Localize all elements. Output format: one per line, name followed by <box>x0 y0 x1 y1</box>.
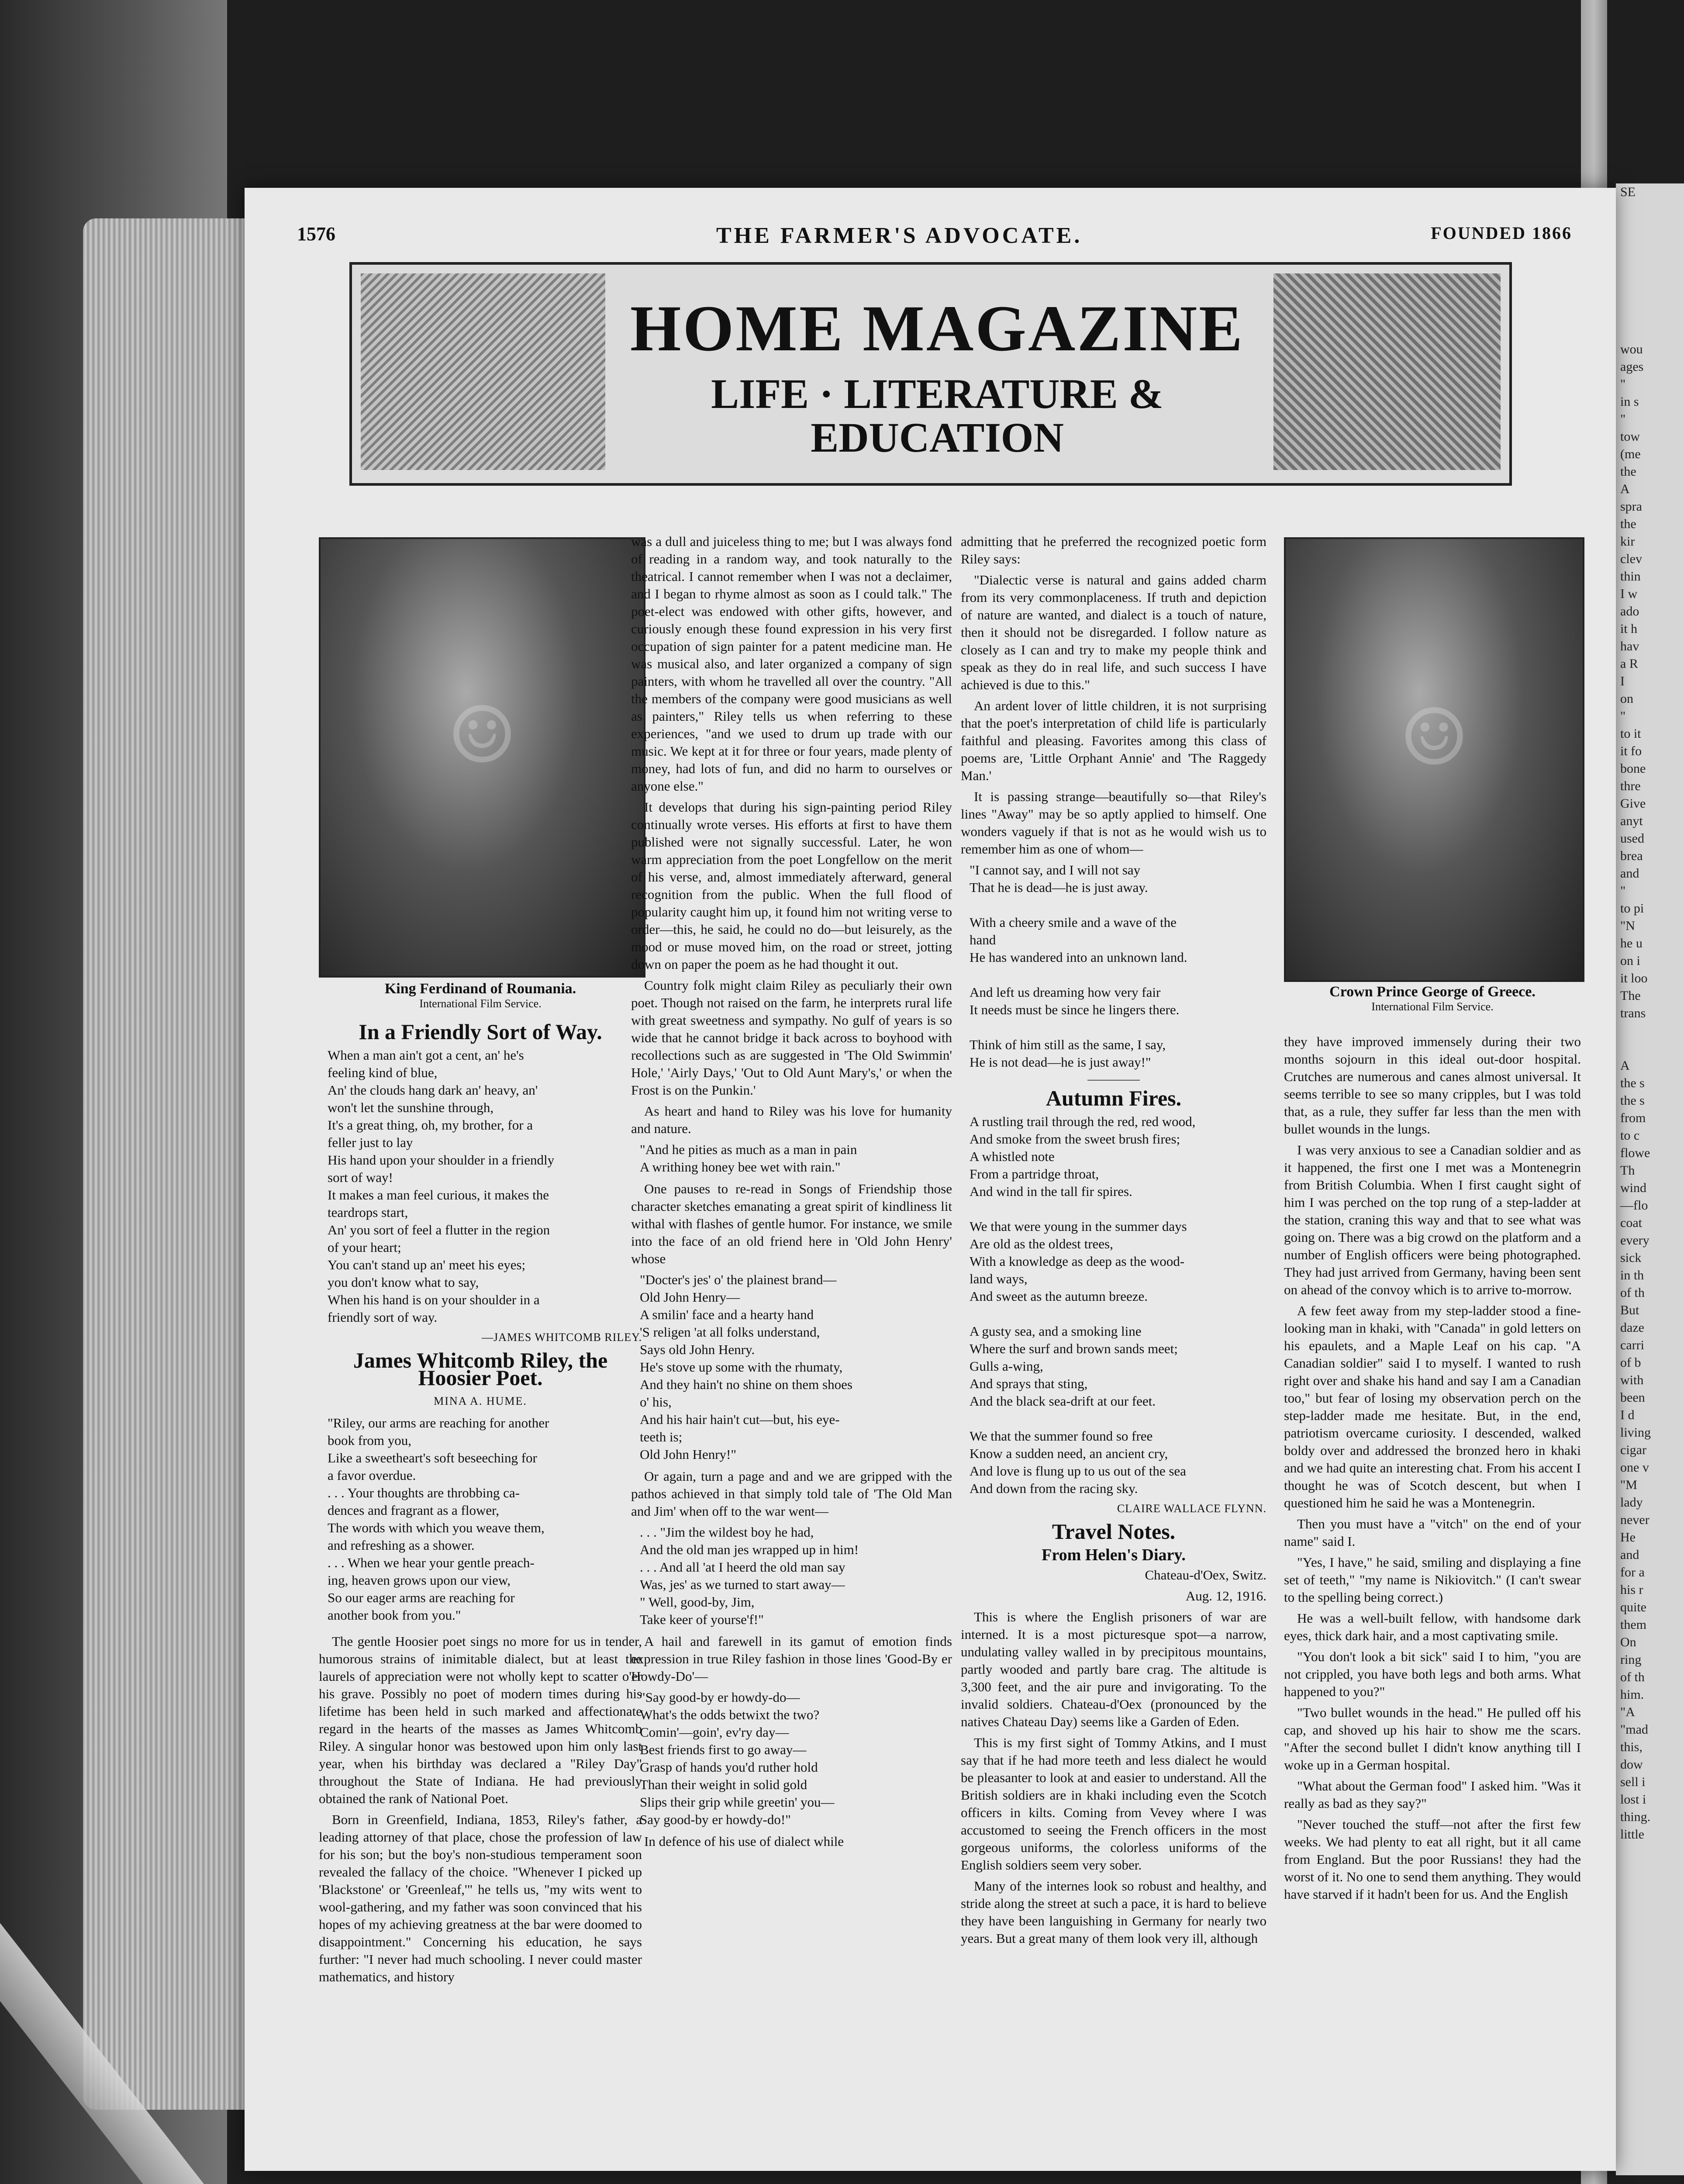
banner-title: HOME MAGAZINE <box>630 292 1245 365</box>
column-2 <box>631 533 952 1854</box>
paragraph: This is my first sight of Tommy Atkins, and I must say that if he had more teeth and less dialect he would be pleasanter to look at and easier to understand. All the British soldiers are in khaki including even the Scotch officers in kilts. Coming from Vevey where I was accustomed to seeing the French officers in the most gorgeous uniforms, the colorless uniforms of the English soldiers seem very sober. <box>961 1735 1266 1873</box>
caption-credit: International Film Service. <box>419 997 542 1010</box>
divider <box>1087 1080 1140 1081</box>
page-number: 1576 <box>297 223 335 245</box>
photo-crown-prince-george <box>1284 537 1584 982</box>
paragraph: they have improved immensely during their two months sojourn in this ideal out-door hospital. Crutches are numerous and canes almost universal. It seems terrible to see so many cripples, but I was told that, as a rule, they suffer far less than the men with bullet wounds in the lungs. <box>1284 1034 1581 1137</box>
caption-title: Crown Prince George of Greece. <box>1329 984 1536 1000</box>
poem-signature: —JAMES WHITCOMB RILEY. <box>481 1331 642 1344</box>
quoted-verse: "Say good-by er howdy-do— What's the odds betwixt the two? Comin'—goin', ev'ry day— Best friends first to go away— Grasp of hands you'd ruther hold Than their weight in solid gold Slips their grip while greetin' you— Say good-by er howdy-do!" <box>640 1690 835 1827</box>
facing-page <box>1616 183 1684 2175</box>
paragraph: It is passing strange—beautifully so—that Riley's lines "Away" may be so aptly applied to himself. One wonders vaguely if that is not as he would wish us to remember him as one of whom— <box>961 789 1266 857</box>
paragraph: "You don't look a bit sick" said I to him, "you are not crippled, you have both legs and both arms. What happened to you?" <box>1284 1649 1581 1699</box>
poem-signature: CLAIRE WALLACE FLYNN. <box>1117 1502 1266 1515</box>
article-verse: "Riley, our arms are reaching for another book from you, Like a sweetheart's soft beseeching for a favor overdue. . . . Your thoughts are throbbing ca- dences and fragrant as a flower, The words with which you weave them, and refreshing as a shower. . . . When we hear your gentle preach- ing, heaven grows upon our view, So our eager arms are reaching for another book from you." <box>328 1415 549 1623</box>
banner-subtitle-1: LIFE · LITERATURE & <box>711 370 1163 417</box>
paragraph: was a dull and juiceless thing to me; but I was always fond of reading in a random way, and took naturally to the theatrical. I cannot remember when I was not a declaimer, and I began to rhyme almost as soon as I could talk." The poet-elect was endowed with other gifts, however, and curiously enough these found expression in his very first occupation of sign painter for a patent medicine man. He was musical also, and later organized a company of sign painters, with whom he travelled all over the country. "All the members of the company were good musicians as well as painters," Riley tells us when referring to these experiences, "and we used to drum up trade with our music. We kept at it for three or four years, made plenty of money, had lots of fun, and did no harm to ourselves or anyone else." <box>631 534 952 794</box>
paragraph: Born in Greenfield, Indiana, 1853, Riley's father, a leading attorney of that place, chose the profession of law for his son; but the boy's non-studious temperament soon revealed the fallacy of the choice. "Whenever I picked up 'Blackstone' or 'Greenleaf,'" he tells us, "my wits went to wool-gathering, and my father was soon convinced that his hopes of my achieving greatness at the bar were doomed to disappointment." Concerning his education, he says further: "I never had much schooling. I never could master mathematics, and history <box>319 1812 642 1984</box>
paragraph: He was a well-built fellow, with handsome dark eyes, thick dark hair, and a most captivating smile. <box>1284 1610 1581 1643</box>
home-magazine-banner <box>349 262 1512 486</box>
caption-title: King Ferdinand of Roumania. <box>384 981 576 997</box>
column-3 <box>961 533 1266 1951</box>
paragraph: "Dialectic verse is natural and gains added charm from its very commonplaceness. If truth and depiction of nature are wanted, and dialect is a touch of nature, then it should not be disregarded. I follow nature as closely as I can and try to make my people think and speak as they do in real life, and such success I have achieved is due to this." <box>961 572 1266 692</box>
section-subtitle: From Helen's Diary. <box>1042 1546 1186 1564</box>
book-page-edges <box>83 218 249 2110</box>
paragraph: An ardent lover of little children, it is not surprising that the poet's interpretation of child life is particularly faithful and pleasing. Favorites among this class of poems are, 'Little Orphant Annie' and 'The Raggedy Man.' <box>961 698 1266 783</box>
dateline-place: Chateau-d'Oex, Switz. <box>1145 1567 1266 1583</box>
paragraph: Or again, turn a page and and we are gripped with the pathos achieved in that simply told tale of 'The Old Man and Jim' when off to the war went— <box>631 1469 952 1519</box>
article-byline: MINA A. HUME. <box>434 1395 527 1407</box>
paragraph: In defence of his use of dialect while <box>644 1834 844 1849</box>
quoted-verse: "I cannot say, and I will not say That he is dead—he is just away. With a cheery smile and a wave of the hand He has wandered into an unknown land. And left us dreaming how very fair It needs must be since he lingers there. Think of him still as the same, I say, He is not dead—he is just away!" <box>970 862 1187 1070</box>
column-4 <box>1284 1033 1581 1907</box>
paragraph: "Yes, I have," he said, smiling and displaying a fine set of teeth," "my name is Nikiovitch." (I can't swear to the spelling being correct.) <box>1284 1555 1581 1605</box>
running-header <box>297 223 1572 253</box>
poem-title: In a Friendly Sort of Way. <box>359 1019 602 1044</box>
paragraph: As heart and hand to Riley was his love for humanity and nature. <box>631 1103 952 1136</box>
paragraph: Then you must have a "vitch" on the end of your name" said I. <box>1284 1516 1581 1549</box>
house-illustration <box>361 273 605 470</box>
dateline-date: Aug. 12, 1916. <box>1185 1588 1266 1603</box>
masthead-title: THE FARMER'S ADVOCATE. <box>716 223 1083 248</box>
paragraph: Many of the internes look so robust and healthy, and stride along the street at such a pace, it is hard to believe they have been languishing in Germany for nearly two years. But a great many of them look very ill, although <box>961 1878 1266 1946</box>
quoted-verse: . . . "Jim the wildest boy he had, And the old man jes wrapped up in him! . . . And all 'at I heerd the old man say Was, jes' as we turned to start away— " Well, good-by, Jim, Take keer of yourse'f!" <box>640 1524 859 1627</box>
paragraph: admitting that he preferred the recognized poetic form Riley says: <box>961 534 1266 567</box>
poem-text: When a man ain't got a cent, an' he's feeling kind of blue, An' the clouds hang dark an' heavy, an' won't let the sunshine through, It's a great thing, oh, my brother, for a feller just to lay His hand upon your shoulder in a friendly sort of way! It makes a man feel curious, it makes the teardrops start, An' you sort of feel a flutter in the region of your heart; You can't stand up an' meet his eyes; you don't know what to say, When his hand is on your shoulder in a friendly sort of way. <box>328 1047 555 1325</box>
photo-king-ferdinand <box>319 537 645 978</box>
poem-text: A rustling trail through the red, red wood, And smoke from the sweet brush fires; A whistled note From a partridge throat, And wind in the tall fir spires. We that were young in the summer days Are old as the oldest trees, With a knowledge as deep as the wood- land ways, And sweet as the autumn breeze. A gusty sea, and a smoking line Where the surf and brown sands meet; Gulls a-wing, And sprays that sting, And the black sea-drift at our feet. We that the summer found so free Know a sudden need, an ancient cry, And love is flung up to us out of the sea And down from the racing sky. <box>970 1114 1196 1496</box>
quoted-verse: "Docter's jes' o' the plainest brand— Old John Henry— A smilin' face and a hearty hand 'S religen 'at all folks understand, Says old John Henry. He's stove up some with the rhumaty, And they hain't no shine on them shoes o' his, And his hair hain't cut—but, his eye- teeth is; Old John Henry!" <box>640 1272 852 1462</box>
poem-title: Autumn Fires. <box>1046 1086 1182 1110</box>
paragraph: It develops that during his sign-painting period Riley continually wrote verses. His efforts at first to have them published were not signally successful. Later, he won warm appreciation from the poet Longfellow on the merit of his verse, and, almost immediately afterward, general recognition from the public. When the full flood of popularity caught him up, it found him not writing verse to order—this, he said, he could no do—but leisurely, as the mood or muse moved him, on the road or street, jotting down on paper the poem as he had thought it out. <box>631 799 952 972</box>
portrait-icon: ☺ <box>447 690 518 781</box>
paragraph: The gentle Hoosier poet sings no more for us in tender, humorous strains of inimitable dialect, but at least the laurels of appreciation were not wholly kept to scatter o'er his grave. Possibly no poet of modern times during his lifetime has been held in such marked and affectionate regard in the hearts of the masses as James Whitcomb Riley. A singular honor was bestowed upon him only last year, when his birthday was declared a "Riley Day" throughout the State of Indiana. He had previously obtained the rank of National Poet. <box>319 1634 642 1806</box>
column-1 <box>319 1018 642 1989</box>
paragraph: "Never touched the stuff—not after the first few weeks. We had plenty to eat all right, but it all came from England. But the poor Russians! they had the worst of it. No one to send them anything. They would have starved if it hadn't been for us. And the English <box>1284 1817 1581 1902</box>
photo-caption-left <box>319 981 642 1010</box>
paragraph: "What about the German food" I asked him. "Was it really as bad as they say?" <box>1284 1778 1581 1811</box>
founded-label: FOUNDED 1866 <box>1431 223 1572 243</box>
paragraph: One pauses to re-read in Songs of Friendship those character sketches emanating a great spirit of kindliness lit withal with flashes of gentle humor. For instance, we smile into the face of an old friend here in 'Old John Henry' whose <box>631 1181 952 1266</box>
photo-caption-right <box>1284 984 1581 1013</box>
fireplace-illustration <box>1273 273 1501 470</box>
quoted-verse: "And he pities as much as a man in pain A writhing honey bee wet with rain." <box>640 1142 857 1175</box>
paragraph: A few feet away from my step-ladder stood a fine-looking man in khaki, with "Canada" in gold letters on his epaulets, and a Maple Leaf on his cap. "A Canadian soldier" said I to myself. I wanted to rush right over and shake his hand and say I am a Canadian too," but fear of losing my observation perch on the step-ladder made me hesitate. But, in the end, patriotism overcame curiosity. I descended, walked boldy over and addressed the bronzed hero in khaki and we had quite an interesting chat. From his accent I thought he was of Scotch descent, but when I questioned him he said he was a Montenegrin. <box>1284 1303 1581 1510</box>
paragraph: This is where the English prisoners of war are interned. It is a most picturesque spot—a narrow, undulating valley walled in by precipitous mountains, partly wooded and partly bare crag. The altitude is 3,300 feet, and the air pure and invigorating. To the invalid soldiers. Chateau-d'Oex (pronounced by the natives Chateau Day) seems like a Garden of Eden. <box>961 1609 1266 1729</box>
section-title: Travel Notes. <box>1052 1519 1176 1544</box>
banner-subtitle-2: EDUCATION <box>811 414 1064 461</box>
article-title: James Whitcomb Riley, the Hoosier Poet. <box>353 1348 608 1390</box>
paragraph: A hail and farewell in its gamut of emotion finds expression in true Riley fashion in those lines 'Good-By er Howdy-Do'— <box>631 1634 952 1684</box>
paragraph: Country folk might claim Riley as peculiarly their own poet. Though not raised on the farm, he interprets rural life with great sweetness and sympathy. No gulf of years is so wide that he cannot bridge it back across to boyhood with recollections such as are suggested in 'The Old Swimmin' Hole,' 'Airly Days,' 'Out to Old Aunt Mary's,' or when the Frost is on the Punkin.' <box>631 978 952 1098</box>
paragraph: I was very anxious to see a Canadian soldier and as it happened, the first one I met was a Montenegrin from British Columbia. When I first caught sight of him I was perched on the top rung of a step-ladder at the station, craning this way and that to see what was going on. There was a big crowd on the platform and a number of English officers were being photographed. They had just arrived from Germany, having been sent on ahead of the convoy which is to arrive to-morrow. <box>1284 1142 1581 1297</box>
portrait-icon: ☺ <box>1399 692 1470 783</box>
caption-credit: International Film Service. <box>1371 1000 1494 1013</box>
facing-page-fragment-text: SE wou ages " in s " tow (me the A spra the kir clev thin I w ado it h hav a R I on " to it it fo bone thre Give anyt used brea and " to pi "N he u on i it loo The trans A the s the s from to c flowe Th wind —flo coat every sick in th of th But daze carri of b with been I d living cigar one v "M lady never He and for a his r quite them On ring of th him. "A "mad this, dow sell i lost i thing. little <box>1620 185 1651 1842</box>
paragraph: "Two bullet wounds in the head." He pulled off his cap, and shoved up his hair to show me the scars. "After the second bullet I didn't know anything till I woke up in a German hospital. <box>1284 1705 1581 1773</box>
magazine-page <box>245 188 1616 2171</box>
